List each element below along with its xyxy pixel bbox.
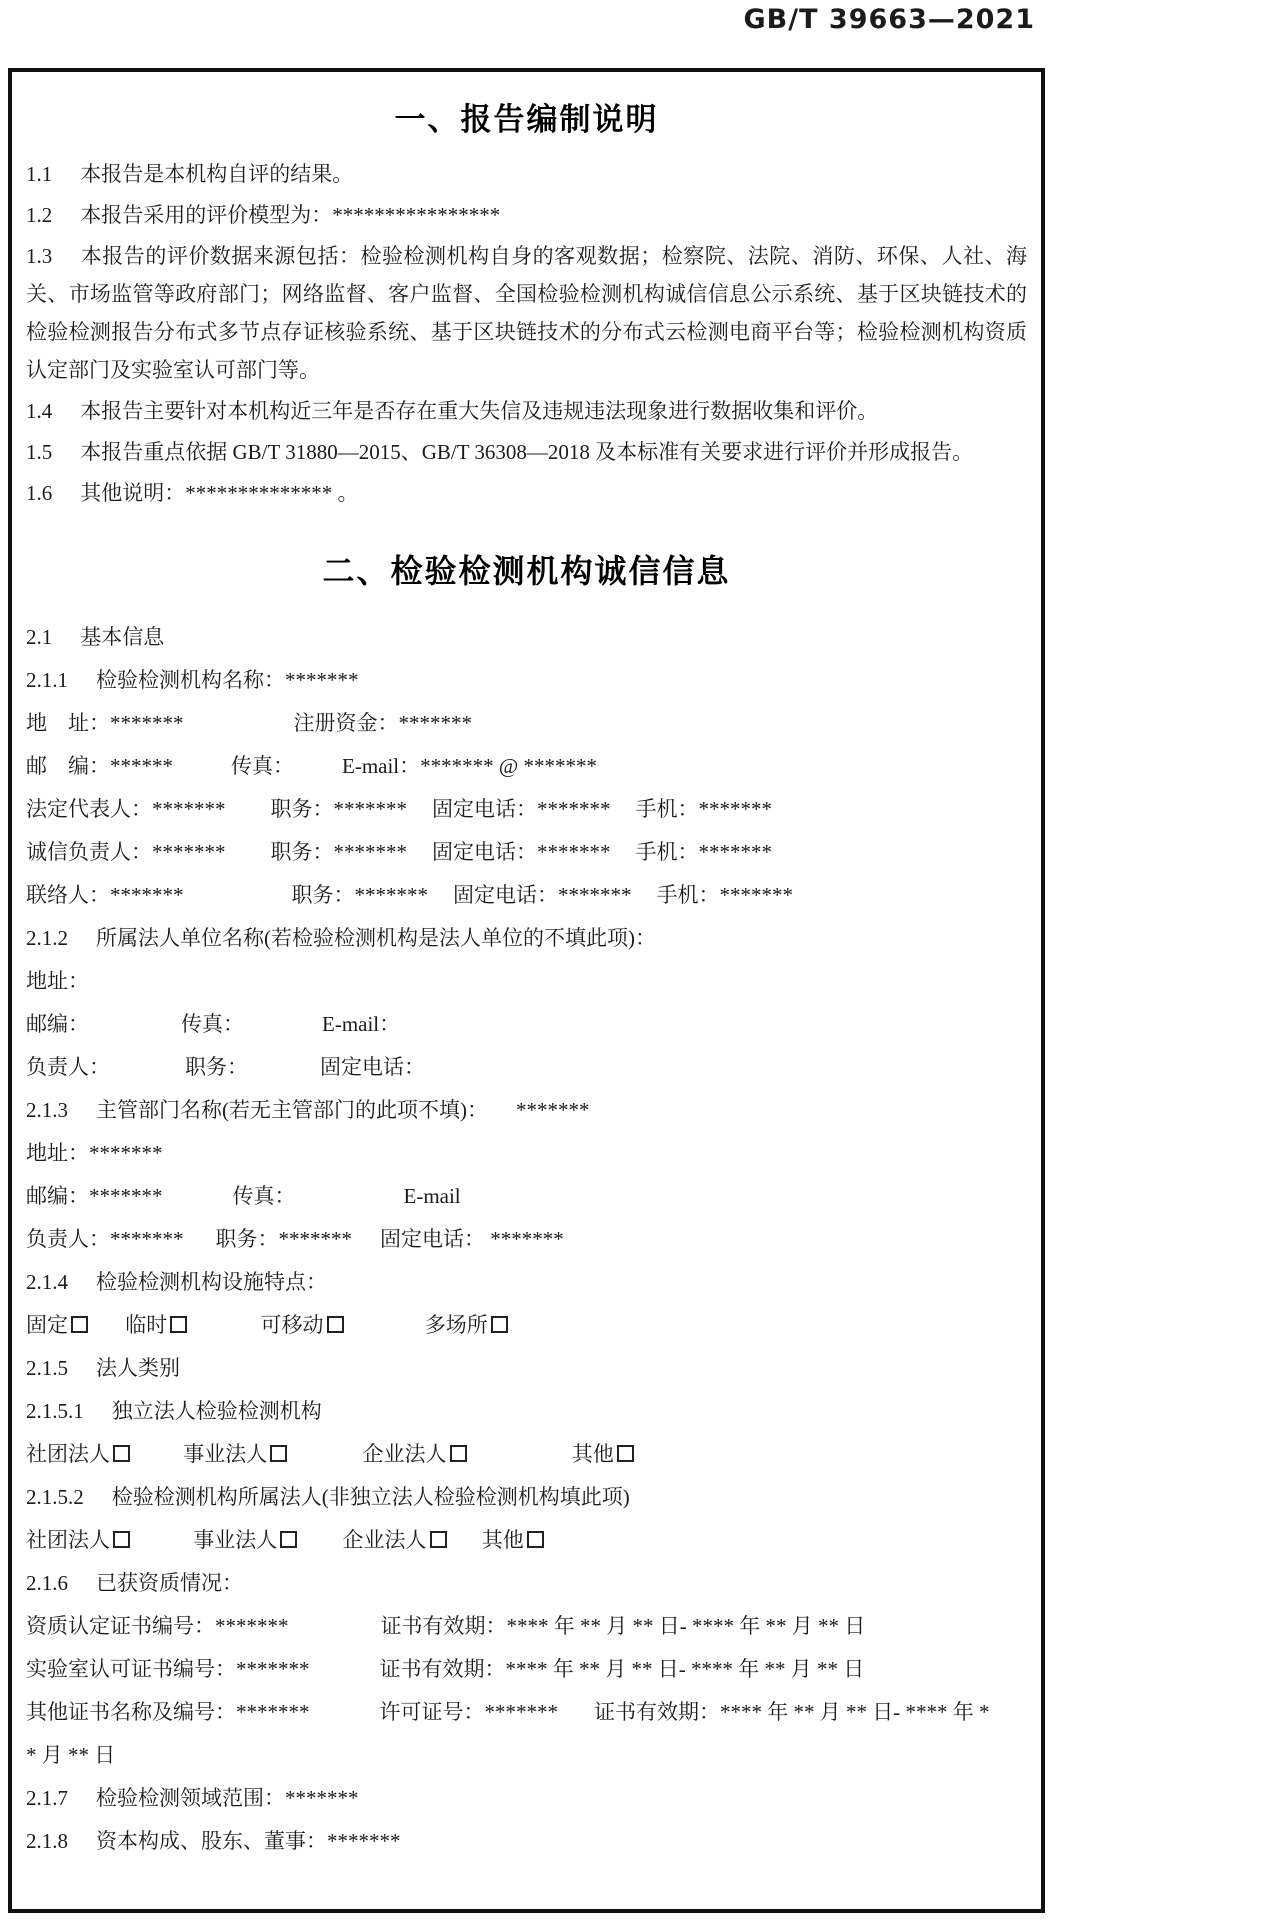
checkbox-movable-icon (327, 1316, 344, 1333)
item-2-1-8: 2.1.8 资本构成、股东、董事：******* (26, 1829, 401, 1853)
certificate-validity-field: 证书有效期：**** 年 ** 月 ** 日- **** 年 ** 月 ** 日 (380, 1614, 866, 1638)
option-other: 其他 (572, 1433, 634, 1476)
item-number: 2.1.7 (26, 1786, 68, 1810)
item-number: 1.5 (26, 440, 53, 464)
postal-code-field: 邮编：******* (26, 1184, 163, 1208)
mobile-field: 手机：******* (635, 840, 772, 864)
legal-representative-field: 法定代表人：******* (26, 797, 226, 821)
department-address-row (26, 1132, 1027, 1175)
position-field: 职务：******* (215, 1227, 352, 1251)
department-name-value: ******* (516, 1098, 590, 1122)
contact-person-field: 联络人：******* (26, 883, 184, 907)
item-1-3 (26, 237, 1027, 389)
telephone-field: 固定电话： ******* (380, 1227, 564, 1251)
telephone-field: 固定电话：******* (432, 797, 611, 821)
item-number: 2.1.5.1 (26, 1399, 84, 1423)
item-number: 2.1.8 (26, 1829, 68, 1853)
parent-unit-address-row (26, 960, 1027, 1003)
item-2-1-5-1: 2.1.5.1 独立法人检验检测机构 (26, 1399, 322, 1423)
item-number: 1.2 (26, 203, 53, 227)
postal-code-field: 邮 编：****** (26, 754, 173, 778)
legal-representative-row (26, 788, 1027, 831)
certificate-validity-continuation: * 月 ** 日 (26, 1743, 116, 1767)
legal-person-options-row-1 (26, 1433, 1027, 1476)
department-postal-row (26, 1175, 1027, 1218)
option-public-institution: 事业法人 (183, 1433, 287, 1476)
position-field: 职务：******* (291, 883, 428, 907)
option-social-legal-person: 社团法人 (26, 1519, 130, 1562)
facility-option-temporary: 临时 (125, 1304, 187, 1347)
item-number: 2.1.5.2 (26, 1485, 84, 1509)
item-text: 本报告主要针对本机构近三年是否存在重大失信及违规违法现象进行数据收集和评价。 (80, 399, 879, 423)
item-number: 2.1.3 (26, 1098, 68, 1122)
item-2-1-4: 2.1.4 检验检测机构设施特点： (26, 1270, 327, 1294)
standard-code: GB/T 39663—2021 (743, 4, 1035, 35)
fax-field: 传真： (181, 1012, 244, 1036)
license-number-field: 许可证号：******* (379, 1700, 558, 1724)
department-head-row (26, 1218, 1027, 1261)
item-1-6 (26, 474, 1027, 512)
integrity-officer-row (26, 831, 1027, 874)
item-number: 2.1.4 (26, 1270, 68, 1294)
legal-person-options-row-2 (26, 1519, 1027, 1562)
item-2-1-5: 2.1.5 法人类别 (26, 1356, 180, 1380)
position-field: 职务： (185, 1055, 248, 1079)
facility-option-movable: 可移动 (261, 1304, 344, 1347)
item-2-1-6: 2.1.6 已获资质情况： (26, 1571, 243, 1595)
checkbox-social-legal-person-icon (113, 1445, 130, 1462)
facility-option-fixed: 固定 (26, 1304, 88, 1347)
item-1-2 (26, 196, 1027, 234)
item-number: 2.1.6 (26, 1571, 68, 1595)
item-number: 1.1 (26, 162, 53, 186)
option-other: 其他 (482, 1519, 544, 1562)
checkbox-enterprise-icon (430, 1531, 447, 1548)
item-text: 本报告的评价数据来源包括：检验检测机构自身的客观数据；检察院、法院、消防、环保、人社、海关、市场监管等政府部门；网络监督、客户监督、全国检验检测机构诚信信息公示系统、基于区块链技术的检验检测报告分布式多节点存证核验系统、基于区块链技术的分布式云检测电商平台等；检验检测机构资质认定部门及实验室认可部门等。 (26, 244, 1027, 382)
qualification-certificate-row (26, 1605, 1027, 1648)
certificate-number-field: 资质认定证书编号：******* (26, 1614, 289, 1638)
option-enterprise: 企业法人 (363, 1433, 467, 1476)
mobile-field: 手机：******* (656, 883, 793, 907)
email-field: E-mail：******* @ ******* (342, 754, 597, 778)
checkbox-social-legal-person-icon (113, 1531, 130, 1548)
email-field: E-mail (403, 1184, 461, 1208)
item-1-4 (26, 392, 1027, 430)
item-2-1-7: 2.1.7 检验检测领域范围：******* (26, 1786, 359, 1810)
item-number: 1.3 (26, 244, 53, 268)
parent-unit-head-row (26, 1046, 1027, 1089)
option-social-legal-person: 社团法人 (26, 1433, 130, 1476)
item-2-1-1: 2.1.1 检验检测机构名称：******* (26, 668, 359, 692)
fax-field: 传真： (231, 754, 294, 778)
facility-options-row (26, 1304, 1027, 1347)
checkbox-public-institution-icon (270, 1445, 287, 1462)
address-field: 地址：******* (26, 1141, 163, 1165)
section2-title: 二、检验检测机构诚信信息 (322, 552, 731, 590)
certificate-number-field: 实验室认可证书编号：******* (26, 1657, 310, 1681)
checkbox-other-icon (617, 1445, 634, 1462)
checkbox-temporary-icon (170, 1316, 187, 1333)
checkbox-multisite-icon (491, 1316, 508, 1333)
head-field: 负责人： (26, 1055, 110, 1079)
email-field: E-mail： (322, 1012, 401, 1036)
other-certificate-row (26, 1691, 1027, 1734)
item-number: 2.1 (26, 625, 53, 649)
checkbox-other-icon (527, 1531, 544, 1548)
registered-capital-field: 注册资金：******* (293, 711, 472, 735)
item-2-1-2: 2.1.2 所属法人单位名称(若检验检测机构是法人单位的不填此项)： (26, 926, 656, 950)
telephone-field: 固定电话：******* (453, 883, 632, 907)
heading-2-1: 2.1 基本信息 (26, 625, 165, 649)
item-number: 1.4 (26, 399, 53, 423)
item-1-5 (26, 433, 1027, 471)
parent-unit-postal-row (26, 1003, 1027, 1046)
checkbox-enterprise-icon (450, 1445, 467, 1462)
address-field: 地 址：******* (26, 711, 184, 735)
item-1-1 (26, 155, 1027, 193)
checkbox-public-institution-icon (280, 1531, 297, 1548)
integrity-officer-field: 诚信负责人：******* (26, 840, 226, 864)
item-text: 本报告重点依据 GB/T 31880—2015、GB/T 36308—2018 及本标准有关要求进行评价并形成报告。 (80, 440, 974, 464)
address-field: 地址： (26, 969, 89, 993)
section1-title: 一、报告编制说明 (394, 102, 659, 138)
position-field: 职务：******* (270, 840, 407, 864)
item-text: 本报告采用的评价模型为：**************** (80, 203, 501, 227)
item-text: 其他说明：************** 。 (80, 481, 359, 505)
position-field: 职务：******* (270, 797, 407, 821)
option-enterprise: 企业法人 (343, 1519, 447, 1562)
certificate-number-field: 其他证书名称及编号：******* (26, 1700, 310, 1724)
address-registered-capital-row (26, 702, 1027, 745)
item-2-1-3: 2.1.3 主管部门名称(若无主管部门的此项不填)： ******* (26, 1098, 590, 1122)
contact-person-row (26, 874, 1027, 917)
item-text: 本报告是本机构自评的结果。 (80, 162, 354, 186)
item-number: 2.1.1 (26, 668, 68, 692)
document-border-box (8, 68, 1045, 1913)
telephone-field: 固定电话：******* (432, 840, 611, 864)
certificate-validity-field: 证书有效期：**** 年 ** 月 ** 日- **** 年 ** 月 ** 日 (379, 1657, 865, 1681)
item-number: 2.1.2 (26, 926, 68, 950)
other-certificate-row-continuation (26, 1734, 1027, 1777)
postal-fax-email-row (26, 745, 1027, 788)
item-number: 1.6 (26, 481, 53, 505)
lab-accreditation-certificate-row (26, 1648, 1027, 1691)
telephone-field: 固定电话： (320, 1055, 425, 1079)
mobile-field: 手机：******* (635, 797, 772, 821)
item-number: 2.1.5 (26, 1356, 68, 1380)
fax-field: 传真： (232, 1184, 296, 1208)
head-field: 负责人：******* (26, 1227, 184, 1251)
checkbox-fixed-icon (71, 1316, 88, 1333)
certificate-validity-field: 证书有效期：**** 年 ** 月 ** 日- **** 年 * (594, 1700, 990, 1724)
facility-option-multisite: 多场所 (425, 1304, 508, 1347)
item-2-1-5-2: 2.1.5.2 检验检测机构所属法人(非独立法人检验检测机构填此项) (26, 1485, 630, 1509)
option-public-institution: 事业法人 (193, 1519, 297, 1562)
postal-code-field: 邮编： (26, 1012, 89, 1036)
